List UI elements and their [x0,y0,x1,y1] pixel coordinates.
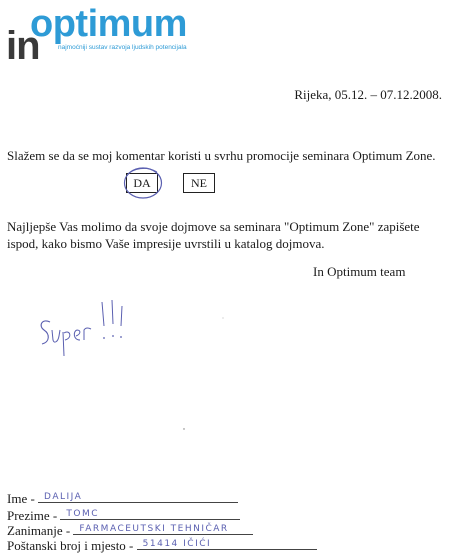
place-date: Rijeka, 05.12. – 07.12.2008. [294,87,442,102]
logo-tagline: najmoćniji sustav razvoja ljudskih potencijala [58,44,187,51]
last-name-input[interactable] [60,507,240,520]
postal-city-input[interactable] [137,537,317,550]
first-name-label: Ime - [7,491,35,506]
option-no-box[interactable]: NE [183,173,215,193]
first-name-value: DALIJA [44,492,83,502]
request-text: Najljepše Vas molimo da svoje dojmove sa seminara "Optimum Zone" zapišete ispod, kako bismo Vaše impresije uvrstili u katalog dojmova. [7,219,420,251]
last-name-value: TOMC [66,509,100,519]
form-field-first-name [7,490,238,507]
team-signature: In Optimum team [313,264,406,279]
first-name-input[interactable] [38,490,238,503]
occupation-input[interactable] [73,522,253,535]
optimum-logo [6,4,226,68]
logo-prefix: in [6,24,40,68]
consent-question: Slažem se da se moj komentar koristi u svrhu promocije seminara Optimum Zone. [7,148,436,163]
last-name-label: Prezime - [7,508,58,523]
form-field-postal-city [7,537,317,554]
postal-city-value: 51414 IČIĆI [142,539,212,549]
postal-city-label: Poštanski broj i mjesto - [7,538,134,553]
option-yes-box[interactable]: DA [126,173,158,193]
logo-brand: optimum [30,3,187,45]
handwritten-comment [36,296,136,368]
occupation-value: FARMACEUTSKI TEHNIČAR [79,524,229,534]
occupation-label: Zanimanje - [7,523,71,538]
